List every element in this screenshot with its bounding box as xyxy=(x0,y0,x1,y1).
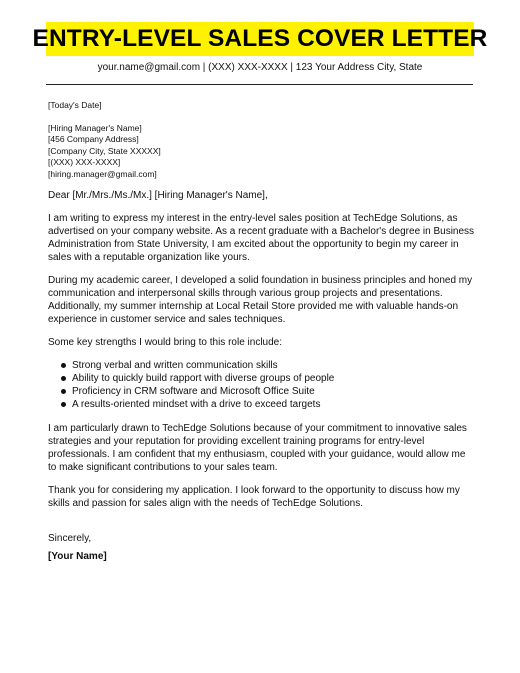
letter-body xyxy=(48,100,476,563)
list-item: Strong verbal and written communication skills xyxy=(48,359,476,372)
strengths-intro: Some key strengths I would bring to this role include: xyxy=(48,337,283,348)
page-title: ENTRY-LEVEL SALES COVER LETTER xyxy=(32,25,488,52)
bullet-icon xyxy=(61,376,66,381)
signature: [Your Name] xyxy=(48,551,107,562)
bullet-icon xyxy=(61,402,66,407)
title-highlight xyxy=(32,22,488,56)
recipient-city: [Company City, State XXXXX] xyxy=(48,145,161,156)
recipient-name: [Hiring Manager's Name] xyxy=(48,122,142,133)
recipient-email: [hiring.manager@gmail.com] xyxy=(48,168,157,179)
recipient-phone: [(XXX) XXX-XXXX] xyxy=(48,157,121,167)
paragraph-experience: During my academic career, I developed a solid foundation in business principles and honed my communication and interpersonal skills through various group projects and presentations. Additionally, my summer internship at Local Retail Store provided me with valuable hands-on experience in customer service and sales techniques. xyxy=(48,275,473,325)
paragraph-motivation: I am particularly drawn to TechEdge Solutions because of your commitment to innovative sales strategies and your reputation for providing excellent training programs for entry-level professionals. I am confident that my enthusiasm, coupled with your guidance, would allow me to make significant contributions to your sales team. xyxy=(48,423,467,473)
bullet-icon xyxy=(61,389,66,394)
salutation: Dear [Mr./Mrs./Ms./Mx.] [Hiring Manager's Name], xyxy=(48,190,268,201)
recipient-address xyxy=(48,123,476,181)
strengths-list xyxy=(48,359,476,411)
letter-date: [Today's Date] xyxy=(48,100,102,110)
paragraph-intro: I am writing to express my interest in the entry-level sales position at TechEdge Solutions, as advertised on your company website. As a recent graduate with a Bachelor's degree in Business Administration from State University, I am excited about the opportunity to begin my career in sales with a reputable organization like yours. xyxy=(48,213,475,263)
list-item: Ability to quickly build rapport with diverse groups of people xyxy=(48,372,476,385)
list-item: A results-oriented mindset with a drive to exceed targets xyxy=(48,398,476,411)
contact-line: your.name@gmail.com | (XXX) XXX-XXXX | 123 Your Address City, State xyxy=(97,62,423,73)
header-divider xyxy=(46,84,473,85)
bullet-icon xyxy=(61,363,66,368)
paragraph-thanks: Thank you for considering my application. I look forward to the opportunity to discuss how my skills and passion for sales align with the needs of TechEdge Solutions. xyxy=(48,485,460,509)
closing: Sincerely, xyxy=(48,533,92,544)
recipient-street: [456 Company Address] xyxy=(48,134,139,144)
list-item: Proficiency in CRM software and Microsoft Office Suite xyxy=(48,385,476,398)
